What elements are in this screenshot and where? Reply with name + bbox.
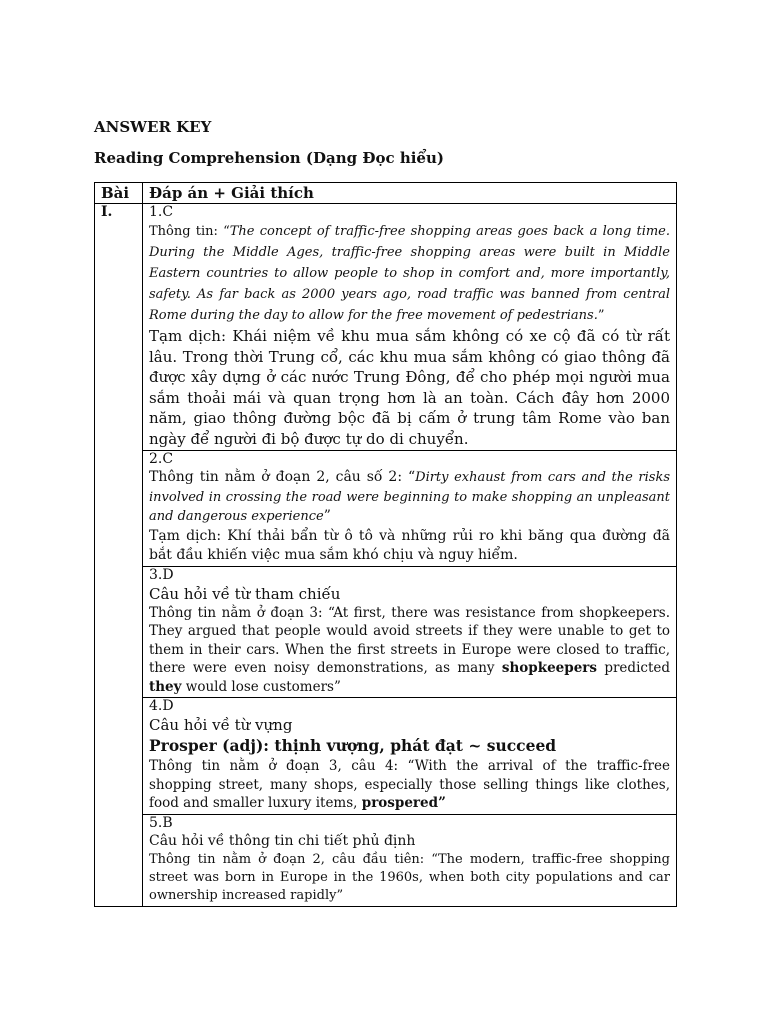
answer-cell-1 xyxy=(143,204,677,451)
quote-end: ” xyxy=(597,308,605,323)
header-bai: Bài xyxy=(95,183,143,204)
answer-label: 2.C xyxy=(149,451,174,467)
answer-label: 4.D xyxy=(149,698,174,714)
quote-text: The concept of traffic-free shopping areas goes back a long time. During the Middle Ages, traffic-free shopping areas were built in Middle Eastern countries to allow people to shop in comfort and, more importantly, safety. As far back as 2000 years ago, road traffic was banned from central Rome during the day to allow for the free movement of pedestrians. xyxy=(149,224,671,323)
table-row xyxy=(95,566,677,698)
info-text xyxy=(149,757,670,813)
table-row xyxy=(95,204,677,451)
answer-cell-5 xyxy=(143,814,677,906)
bold-word-they: they xyxy=(149,678,182,695)
info-body: Thông tin nằm ở đoạn 3: “At first, there was resistance from shopkeepers. They argued that people would avoid streets if they were unable to get to them in their cars. When the first streets in Europe were closed to traffic, there were even noisy demonstrations, as many xyxy=(149,604,670,676)
info-prefix: Thông tin nằm ở đoạn 2, câu số 2: “ xyxy=(149,469,416,485)
info-prefix: Thông tin: “ xyxy=(149,224,230,239)
table-header-row xyxy=(95,183,677,204)
question-type: Câu hỏi về từ vựng xyxy=(149,716,293,734)
translation-text: Tạm dịch: Khí thải bẩn từ ô tô và những rủi ro khi băng qua đường đã bắt đầu khiến việc mua sắm khó chịu và nguy hiểm. xyxy=(149,527,670,563)
table-row xyxy=(95,698,677,815)
info-quote xyxy=(149,221,670,326)
table-row xyxy=(95,814,677,906)
info-text xyxy=(149,604,670,697)
bold-word-prospered: prospered” xyxy=(361,795,446,811)
quote-end: ” xyxy=(323,508,331,524)
question-type: Câu hỏi về thông tin chi tiết phủ định xyxy=(149,832,416,849)
info-quote xyxy=(149,468,670,527)
header-answer-explanation: Đáp án + Giải thích xyxy=(143,183,677,204)
answer-cell-4 xyxy=(143,698,677,815)
document-title: ANSWER KEY xyxy=(94,118,212,136)
info-mid: predicted xyxy=(597,660,671,676)
answer-cell-3 xyxy=(143,566,677,698)
answer-label: 1.C xyxy=(149,204,174,220)
answer-label: 3.D xyxy=(149,566,174,583)
table-row xyxy=(95,451,677,567)
translation-text: Tạm dịch: Khái niệm về khu mua sắm không có xe cộ đã có từ rất lâu. Trong thời Trung cổ, các khu mua sắm không có giao thông đã được xây dựng ở các nước Trung Đông, để cho phép mọi người mua sắm thoải mái và quan trọng hơn là an toàn. Cách đây hơn 2000 năm, giao thông đường bộc đã bị cấm ở trung tâm Rome vào ban ngày để người đi bộ được tự do di chuyển. xyxy=(149,327,670,448)
vocab-definition: Prosper (adj): thịnh vượng, phát đạt ~ succeed xyxy=(149,736,557,755)
info-text: Thông tin nằm ở đoạn 2, câu đầu tiên: “The modern, traffic-free shopping street was born in Europe in the 1960s, when both city populations and car ownership increased rapidly” xyxy=(149,851,670,903)
answer-cell-2 xyxy=(143,451,677,567)
section-label: I. xyxy=(95,204,143,907)
quote-text: Dirty exhaust from cars and the risks involved in crossing the road were beginning to make shopping an unpleasant and dangerous experience xyxy=(149,470,670,524)
info-tail: would lose customers” xyxy=(181,678,341,695)
answer-label: 5.B xyxy=(149,814,173,831)
bold-word-shopkeepers: shopkeepers xyxy=(501,660,598,676)
info-body: Thông tin nằm ở đoạn 3, câu 4: “With the arrival of the traffic-free shopping street, many shops, especially those selling things like clothes, food and smaller luxury items, xyxy=(149,758,670,811)
answer-table xyxy=(94,182,677,907)
section-heading: Reading Comprehension (Dạng Đọc hiểu) xyxy=(94,149,444,167)
question-type: Câu hỏi về từ tham chiếu xyxy=(149,584,341,603)
